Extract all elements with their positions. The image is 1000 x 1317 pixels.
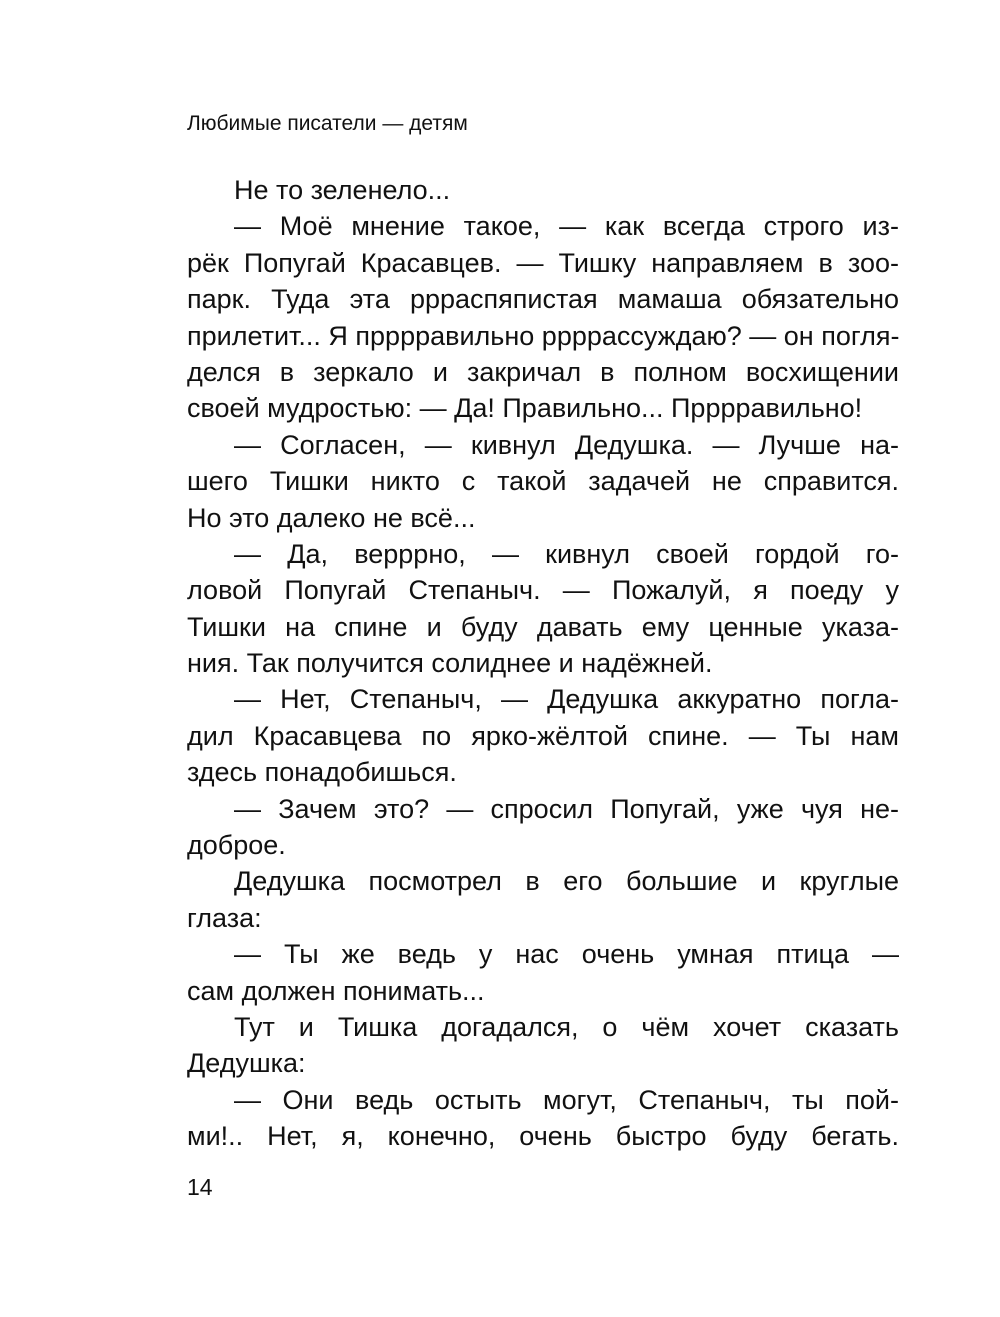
running-header: Любимые писатели — детям: [187, 112, 468, 135]
text-line: Но это далеко не всё...: [187, 502, 476, 533]
text-line: — Зачем это? — спросил Попугай, уже чуя не-: [234, 793, 899, 824]
text-line: парк. Туда эта ррраспяпистая мамаша обязательно: [187, 284, 899, 315]
text-line: ловой Попугай Степаныч. — Пожалуй, я поеду у: [187, 575, 899, 606]
text-line: своей мудростью: — Да! Правильно... Прррравильно!: [187, 393, 863, 424]
page-number: 14: [187, 1174, 213, 1200]
text-line: — Ты же ведь у нас очень умная птица —: [234, 939, 899, 970]
text-line: Дедушка:: [187, 1048, 306, 1079]
text-line: доброе.: [187, 830, 286, 861]
text-line: ния. Так получится солиднее и надёжней.: [187, 648, 713, 679]
text-line: прилетит... Я прррравильно ррррассуждаю? — он погля-: [187, 320, 900, 351]
text-line: Тут и Тишка догадался, о чём хочет сказать: [234, 1011, 899, 1042]
text-line: шего Тишки никто с такой задачей не справится.: [187, 466, 899, 497]
text-line: — Согласен, — кивнул Дедушка. — Лучше на-: [234, 429, 899, 460]
body-text: [187, 172, 899, 1155]
text-line: делся в зеркало и закричал в полном восхищении: [187, 356, 899, 387]
text-line: — Да, верррно, — кивнул своей гордой го-: [234, 538, 899, 569]
text-line: Дедушка посмотрел в его большие и круглые: [234, 866, 899, 897]
text-line: ми!.. Нет, я, конечно, очень быстро буду бегать.: [187, 1121, 899, 1152]
text-line: сам должен понимать...: [187, 975, 485, 1006]
text-line: рёк Попугай Красавцев. — Тишку направляем в зоо-: [187, 247, 899, 278]
text-line: дил Красавцева по ярко-жёлтой спине. — Ты нам: [187, 720, 899, 751]
text-line: Тишки на спине и буду давать ему ценные указа-: [187, 611, 899, 642]
text-line: — Они ведь остыть могут, Степаныч, ты пой-: [234, 1084, 899, 1115]
text-line: здесь понадобишься.: [187, 757, 457, 788]
text-line: — Моё мнение такое, — как всегда строго из-: [234, 211, 899, 242]
text-line: Не то зеленело...: [234, 175, 451, 205]
text-line: глаза:: [187, 902, 262, 933]
text-line: — Нет, Степаныч, — Дедушка аккуратно погла-: [234, 684, 899, 715]
